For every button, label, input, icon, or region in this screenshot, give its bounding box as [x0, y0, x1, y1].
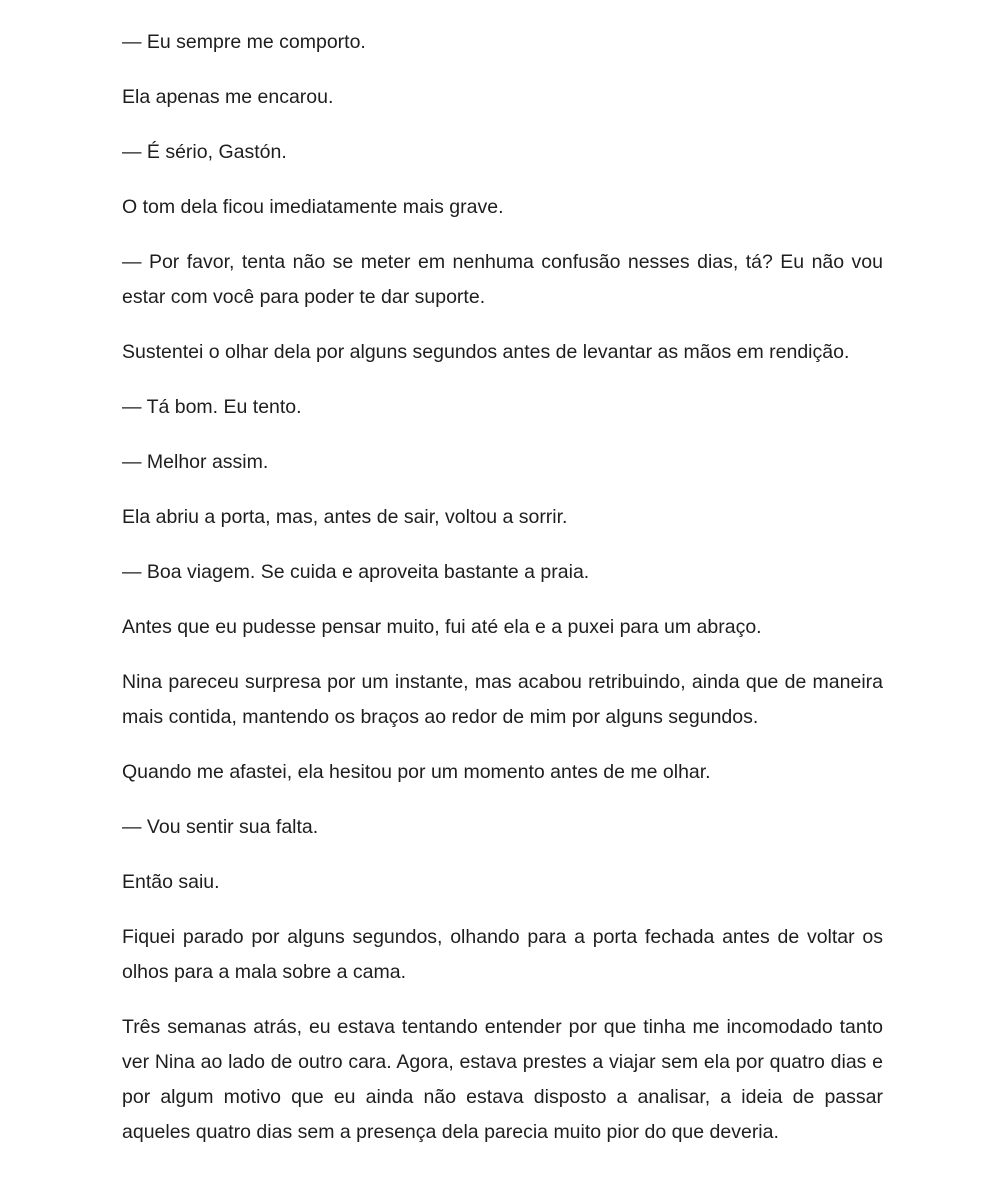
document-page [122, 25, 883, 1170]
paragraph: — Tá bom. Eu tento. [122, 396, 302, 418]
paragraph: Três semanas atrás, eu estava tentando entender por que tinha me incomodado tanto ver Nina ao lado de outro cara. Agora, estava prestes a viajar sem ela por quatro dias e por algum motivo que eu ainda não estava disposto a analisar, a ideia de passar aqueles quatro dias sem a presença dela parecia muito pior do que deveria. [122, 1016, 883, 1143]
paragraph: — Por favor, tenta não se meter em nenhuma confusão nesses dias, tá? Eu não vou estar com você para poder te dar suporte. [122, 251, 883, 308]
paragraph: — Eu sempre me comporto. [122, 31, 366, 53]
paragraph: — Vou sentir sua falta. [122, 816, 319, 838]
paragraph: Ela apenas me encarou. [122, 86, 334, 108]
paragraph: Quando me afastei, ela hesitou por um momento antes de me olhar. [122, 761, 711, 783]
paragraph: Fiquei parado por alguns segundos, olhando para a porta fechada antes de voltar os olhos para a mala sobre a cama. [122, 926, 883, 983]
paragraph: — Melhor assim. [122, 451, 269, 473]
paragraph: O tom dela ficou imediatamente mais grave. [122, 196, 504, 218]
paragraph: Ela abriu a porta, mas, antes de sair, voltou a sorrir. [122, 506, 568, 528]
paragraph: — É sério, Gastón. [122, 141, 287, 163]
paragraph: — Boa viagem. Se cuida e aproveita bastante a praia. [122, 561, 590, 583]
paragraph: Antes que eu pudesse pensar muito, fui até ela e a puxei para um abraço. [122, 616, 762, 638]
paragraph: Nina pareceu surpresa por um instante, mas acabou retribuindo, ainda que de maneira mais contida, mantendo os braços ao redor de mim por alguns segundos. [122, 671, 883, 728]
paragraph: Sustentei o olhar dela por alguns segundos antes de levantar as mãos em rendição. [122, 341, 850, 363]
paragraph: Então saiu. [122, 871, 220, 893]
